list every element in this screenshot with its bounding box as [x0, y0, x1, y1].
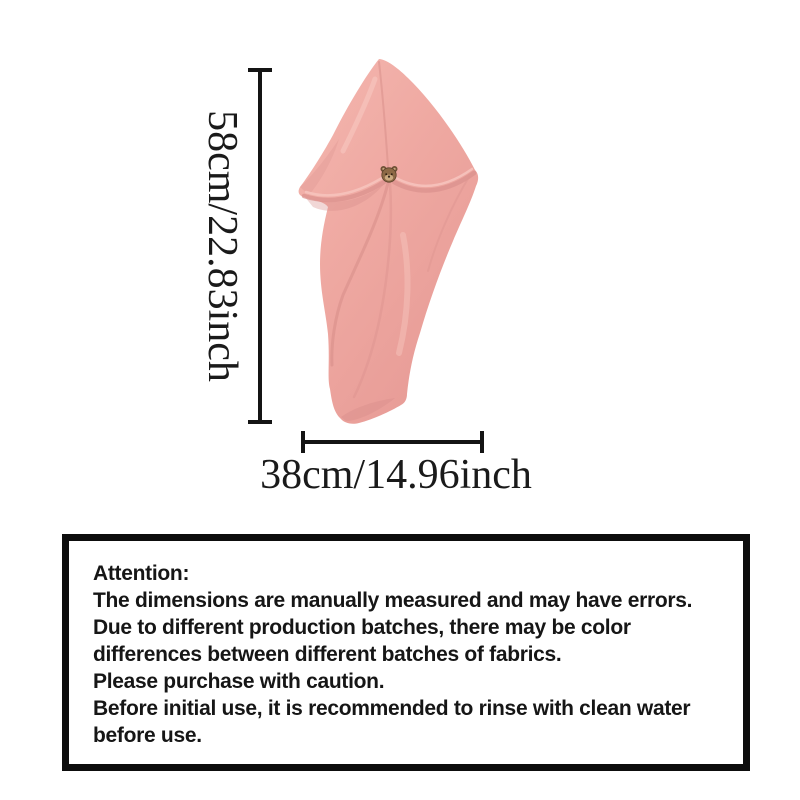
height-dimension-rule: [258, 70, 262, 422]
width-dimension-rule: [303, 440, 482, 444]
attention-line: differences between different batches of fabrics.: [93, 643, 562, 666]
width-dimension-line: [301, 431, 484, 453]
product-photo: [283, 55, 493, 430]
attention-line: Please purchase with caution.: [93, 670, 385, 693]
height-dimension-bottom-cap: [248, 420, 272, 424]
towel-body: [299, 59, 479, 424]
height-dimension-line: [248, 68, 272, 424]
attention-line: The dimensions are manually measured and may have errors.: [93, 589, 693, 612]
attention-box: [62, 534, 750, 771]
attention-line: Before initial use, it is recommended to rinse with clean water: [93, 697, 691, 720]
width-dimension-label: 38cm/14.96inch: [260, 452, 532, 498]
attention-line: before use.: [93, 724, 202, 747]
width-dimension-right-cap: [480, 431, 484, 453]
height-dimension-label: 58cm/22.83inch: [199, 110, 245, 382]
attention-title: Attention:: [93, 562, 190, 585]
attention-line: Due to different production batches, there may be color: [93, 616, 631, 639]
hair-towel-illustration: [283, 55, 493, 430]
